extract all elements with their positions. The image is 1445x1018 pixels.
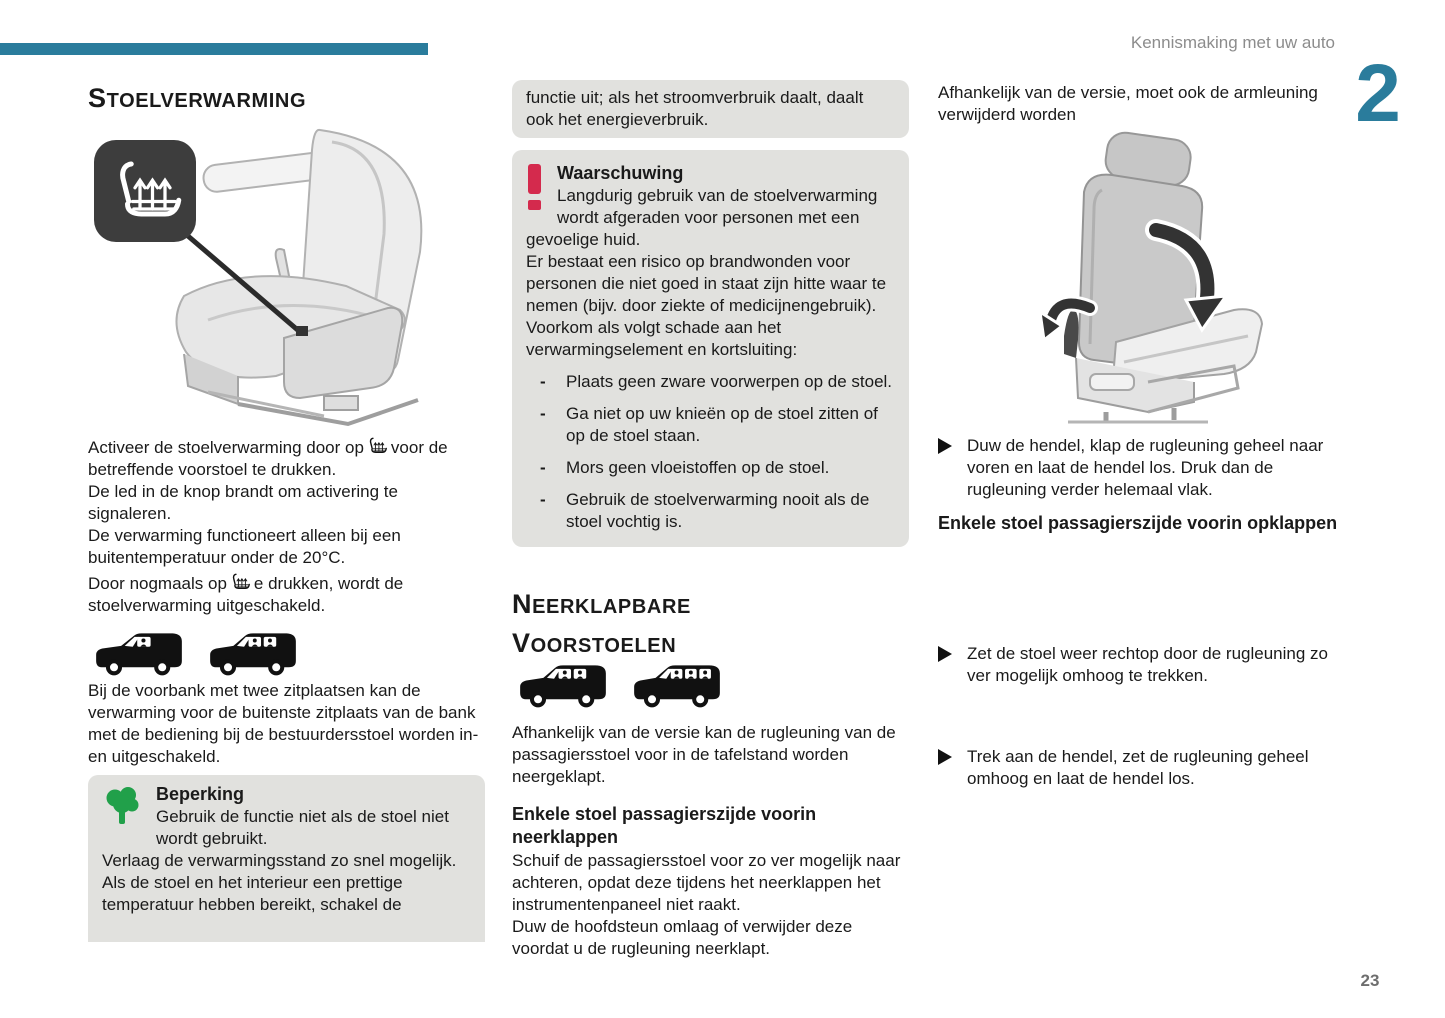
restriction-line-3: Als de stoel en het interieur een prettige temperatuur hebben bereikt, schakel de	[102, 873, 403, 914]
fold-down-line1: Schuif de passagiersstoel voor zo ver mogelijk naar achteren, opdat deze tijdens het neerklappen het instrumentenpaneel niet raakt.	[512, 851, 901, 914]
van-short-icon	[88, 628, 190, 678]
vehicle-variant-icons	[88, 628, 485, 678]
fold-step-item	[938, 435, 1338, 501]
warning-title: Waarschuwing	[557, 163, 684, 183]
running-header: Kennismaking met uw auto	[1130, 33, 1335, 52]
fold-up-subheading: Enkele stoel passagierszijde voorin opklappen	[938, 513, 1338, 533]
column-right	[938, 0, 1338, 1018]
arrow-bullet-icon	[938, 646, 952, 662]
van-long-icon	[512, 660, 614, 710]
p1-before: Activeer de stoelverwarming door op	[88, 438, 364, 457]
front-bench-paragraph: Bij de voorbank met twee zitplaatsen kan de verwarming voor de buitenste zitplaats van de bank met de bediening bij de bestuurdersstoel worden in- en uitgeschakeld.	[88, 681, 479, 766]
restriction-box	[88, 775, 485, 942]
fold-step-text: Duw de hendel, klap de rugleuning geheel naar voren en laat de hendel los. Druk dan de rugleuning verder helemaal vlak.	[967, 436, 1324, 499]
section-title-line2: VOORSTOELEN	[512, 628, 677, 658]
page-number: 23	[1360, 971, 1380, 990]
section-title-line1: NEERKLAPBARE	[512, 589, 691, 619]
fold-up-step-item	[938, 746, 1338, 790]
p1-after: voor de betreffende voorstoel te drukken.	[88, 438, 448, 479]
restriction-line-2: Verlaag de verwarmingsstand zo snel mogelijk.	[102, 851, 457, 870]
vehicle-variant-icons	[512, 660, 909, 710]
fold-down-subheading: Enkele stoel passagierszijde voorin neerklappen	[512, 804, 817, 847]
seat-heating-paragraph	[88, 434, 485, 569]
warning-list-item: - Plaats geen zware voorwerpen op de stoel.	[526, 371, 895, 393]
column-left	[88, 0, 485, 1018]
warning-p1: Langdurig gebruik van de stoelverwarming wordt afgeraden voor personen met een gevoelige huid.	[526, 186, 878, 249]
warning-p2: Er bestaat een risico op brandwonden voor personen die niet goed in staat zijn hitte waar te nemen (bijv. door ziekte of medicijnengebruik).	[526, 252, 887, 315]
p1-line2: De led in de knop brandt om activering te signaleren.	[88, 482, 398, 523]
tree-icon	[104, 785, 140, 832]
warning-list-item: - Gebruik de stoelverwarming nooit als de stoel vochtig is.	[526, 489, 895, 533]
arrow-bullet-icon	[938, 749, 952, 765]
p2-after: e drukken, wordt de stoelverwarming uitgeschakeld.	[88, 574, 404, 615]
warning-p3: Voorkom als volgt schade aan het verwarmingselement en kortsluiting:	[526, 318, 798, 359]
folding-seat-illustration	[998, 130, 1298, 425]
p2-before: Door nogmaals op	[88, 574, 227, 593]
heated-seat-button-icon	[230, 570, 251, 594]
heated-seat-button-icon	[367, 434, 388, 458]
section-title-neerklapbare-voorstoelen	[512, 586, 909, 664]
warning-list-item: - Mors geen vloeistoffen op de stoel.	[526, 457, 895, 479]
warning-list-item: - Ga niet op uw knieën op de stoel zitten of op de stoel staan.	[526, 403, 895, 447]
fold-down-line2: Duw de hoofdsteun omlaag of verwijder deze voordat u de rugleuning neerklapt.	[512, 917, 853, 958]
section-title-stoelverwarming: STOELVERWARMING	[88, 83, 307, 113]
fold-up-step-text: Zet de stoel weer rechtop door de rugleuning zo ver mogelijk omhoog te trekken.	[967, 644, 1329, 685]
warning-exclamation-icon	[528, 164, 541, 210]
armrest-note-paragraph: Afhankelijk van de versie, moet ook de armleuning verwijderd worden	[938, 83, 1318, 124]
heated-seat-icon	[94, 140, 196, 242]
restriction-title: Beperking	[156, 784, 245, 804]
seat-heating-off-paragraph	[88, 570, 485, 617]
fold-up-step-item	[938, 643, 1338, 687]
note-continuation-box: functie uit; als het stroomverbruik daalt, daalt ook het energieverbruik.	[512, 80, 909, 138]
p1-line3: De verwarming functioneert alleen bij een buitentemperatuur onder de 20°C.	[88, 526, 401, 567]
folding-intro-paragraph: Afhankelijk van de versie kan de rugleuning van de passagiersstoel voor in de tafelstand worden neergeklapt.	[512, 723, 896, 786]
restriction-line-1: Gebruik de functie niet als de stoel niet wordt gebruikt.	[156, 807, 449, 848]
fold-up-step-text: Trek aan de hendel, zet de rugleuning geheel omhoog en laat de hendel los.	[967, 747, 1309, 788]
van-longer-icon	[626, 660, 728, 710]
van-long-icon	[202, 628, 304, 678]
column-middle	[512, 0, 909, 1018]
seat-heating-illustration	[88, 124, 458, 432]
fold-down-paragraph	[512, 850, 909, 960]
warning-box	[512, 150, 909, 547]
arrow-bullet-icon	[938, 438, 952, 454]
chapter-number: 2	[1355, 48, 1401, 139]
